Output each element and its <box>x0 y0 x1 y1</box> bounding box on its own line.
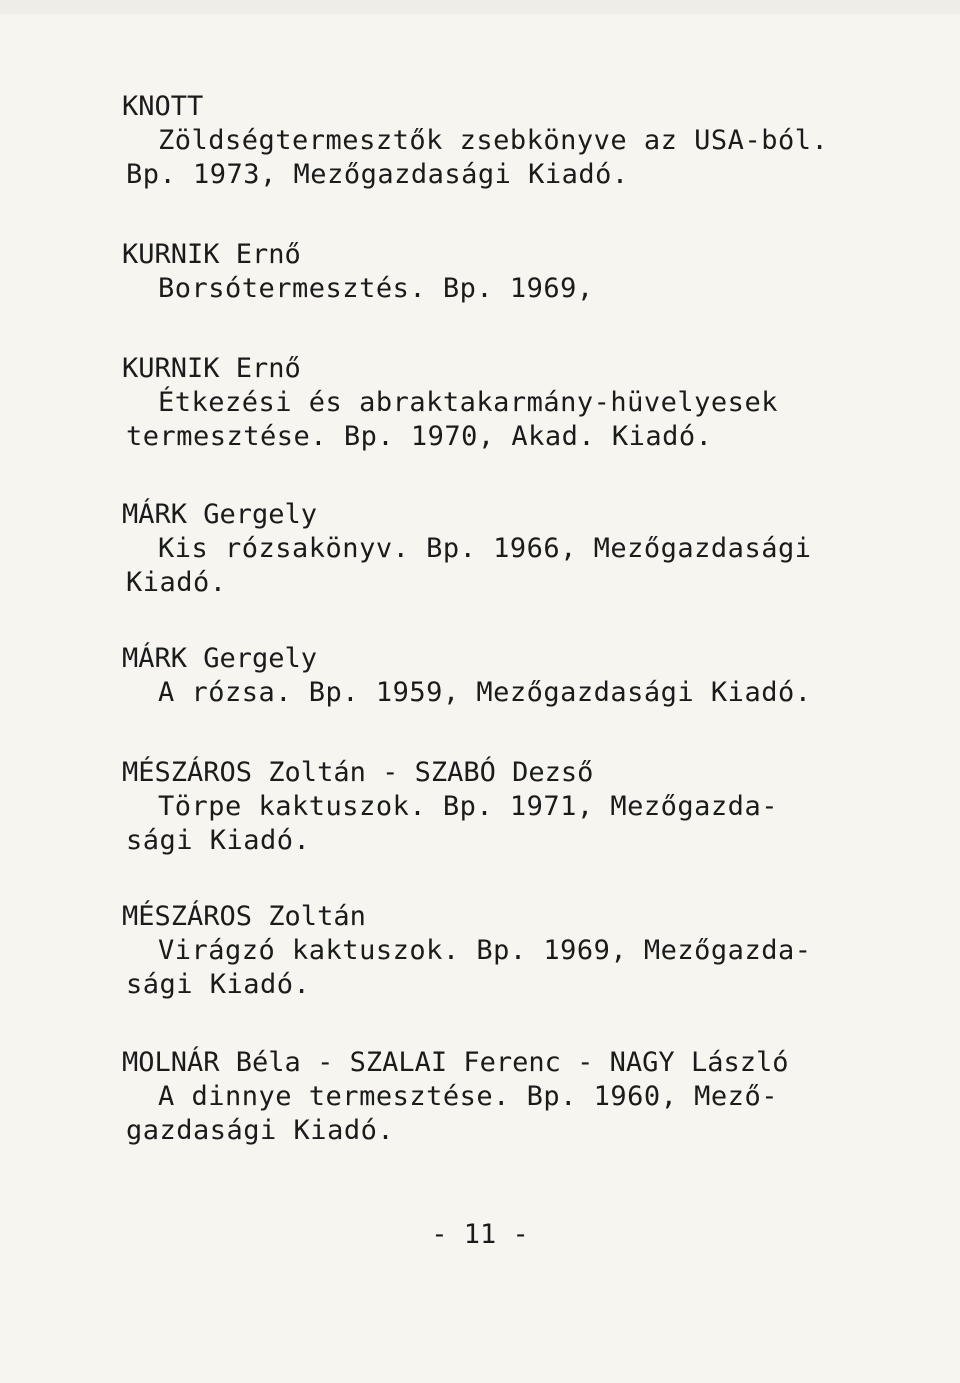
entry-title-line: Törpe kaktuszok. Bp. 1971, Mezőgazda- <box>158 791 778 822</box>
entry-continuation-line: sági Kiadó. <box>126 969 311 1000</box>
entry-continuation-line: termesztése. Bp. 1970, Akad. Kiadó. <box>126 421 713 452</box>
entry-author: MÉSZÁROS Zoltán - SZABÓ Dezső <box>122 757 594 788</box>
entry-title-line: Virágzó kaktuszok. Bp. 1969, Mezőgazda- <box>158 935 812 966</box>
entry-author: MOLNÁR Béla - SZALAI Ferenc - NAGY László <box>122 1047 789 1078</box>
scan-edge <box>0 0 960 14</box>
entry-title-line: Kis rózsakönyv. Bp. 1966, Mezőgazdasági <box>158 533 812 564</box>
entry-title-line: A rózsa. Bp. 1959, Mezőgazdasági Kiadó. <box>158 677 812 708</box>
entry-continuation-line: sági Kiadó. <box>126 825 311 856</box>
bibliography-entry-2 <box>122 238 882 306</box>
entry-author: MÁRK Gergely <box>122 643 318 674</box>
page-number: - 11 - <box>431 1219 529 1250</box>
entry-continuation-line: gazdasági Kiadó. <box>126 1115 395 1146</box>
entry-title-line: Borsótermesztés. Bp. 1969, <box>158 273 594 304</box>
entry-author: MÁRK Gergely <box>122 499 318 530</box>
bibliography-entry-6 <box>122 756 882 858</box>
bibliography-entry-4 <box>122 498 882 600</box>
entry-author: MÉSZÁROS Zoltán <box>122 901 366 932</box>
bibliography-entry-3 <box>122 352 882 454</box>
entry-continuation-line: Kiadó. <box>126 567 227 598</box>
bibliography-entry-8 <box>122 1046 882 1148</box>
entry-title-line: Étkezési és abraktakarmány-hüvelyesek <box>158 387 778 418</box>
entry-title-line: A dinnye termesztése. Bp. 1960, Mező- <box>158 1081 778 1112</box>
entry-title-line: Zöldségtermesztők zsebkönyve az USA-ból. <box>158 125 829 156</box>
entry-author: KNOTT <box>122 91 204 122</box>
entry-author: KURNIK Ernő <box>122 239 301 270</box>
bibliography-entry-5 <box>122 642 882 710</box>
entry-author: KURNIK Ernő <box>122 353 301 384</box>
bibliography-entry-7 <box>122 900 882 1002</box>
bibliography-entry-1 <box>122 90 882 192</box>
entry-continuation-line: Bp. 1973, Mezőgazdasági Kiadó. <box>126 159 629 190</box>
